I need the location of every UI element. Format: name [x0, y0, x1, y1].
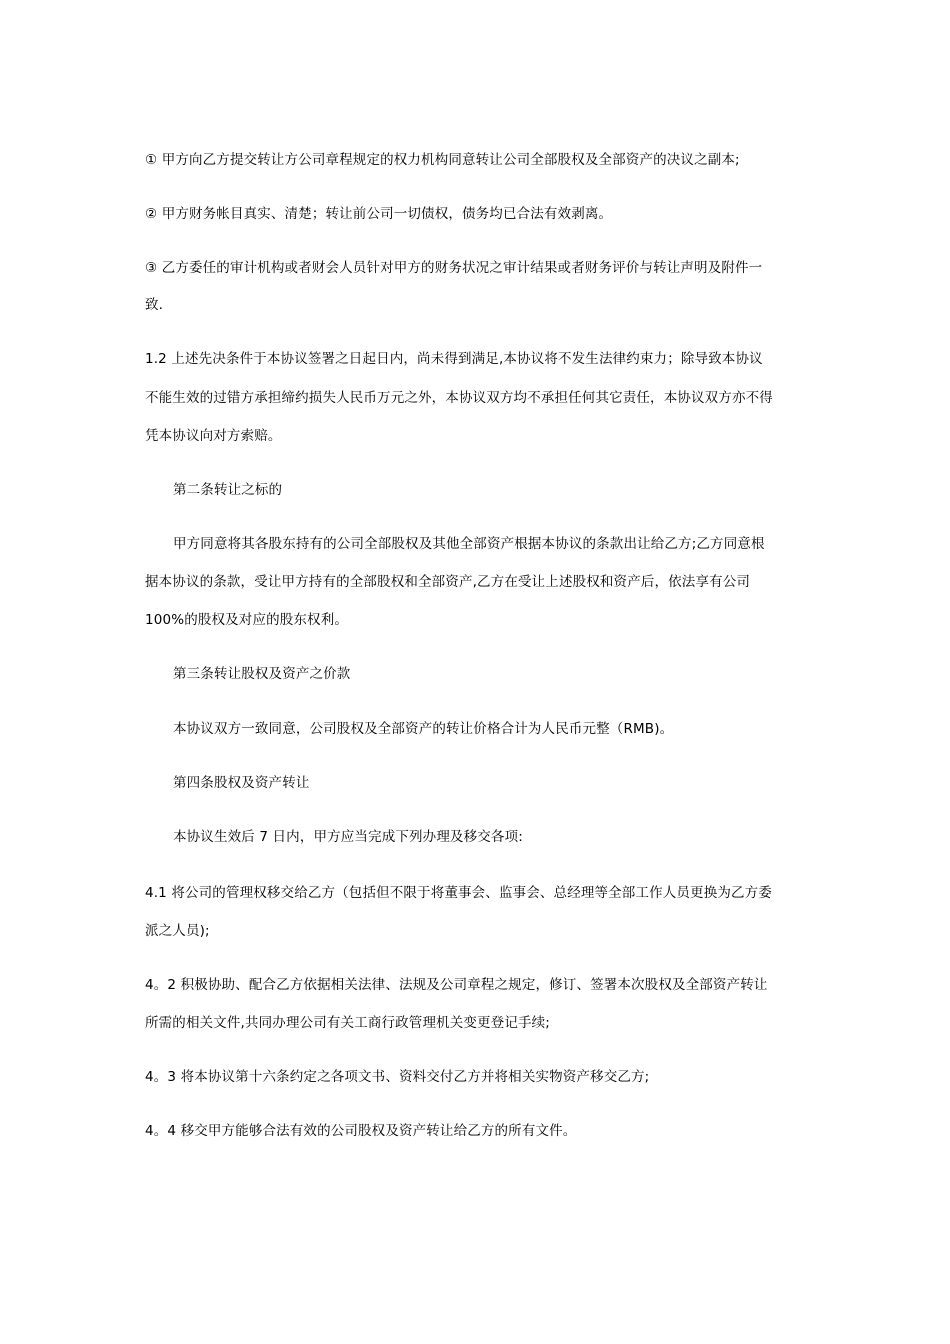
- clause-condition-3: ③ 乙方委任的审计机构或者财会人员针对甲方的财务状况之审计结果或者财务评价与转让声明及附件一: [145, 260, 763, 276]
- clause-condition-2: ② 甲方财务帐目真实、清楚；转让前公司一切债权，债务均已合法有效剥离。: [145, 206, 613, 222]
- article-2-heading: 第二条转让之标的: [173, 482, 283, 498]
- clause-4-4: 4。4 移交甲方能够合法有效的公司股权及资产转让给乙方的所有文件。: [145, 1123, 577, 1139]
- clause-4-2-cont: 所需的相关文件,共同办理公司有关工商行政管理机关变更登记手续;: [145, 1015, 550, 1031]
- clause-4-3: 4。3 将本协议第十六条约定之各项文书、资料交付乙方并将相关实物资产移交乙方;: [145, 1069, 650, 1085]
- clause-4-2: 4。2 积极协助、配合乙方依据相关法律、法规及公司章程之规定，修订、签署本次股权及全部资产转让: [145, 977, 768, 993]
- clause-condition-3-cont: 致.: [145, 297, 164, 313]
- article-2-body-cont-1: 据本协议的条款，受让甲方持有的全部股权和全部资产,乙方在受让上述股权和资产后，依法享有公司: [145, 574, 751, 590]
- clause-1-2: 1.2 上述先决条件于本协议签署之日起日内，尚未得到满足,本协议将不发生法律约束力；除导致本协议: [145, 351, 763, 367]
- document-page: [145, 0, 810, 1344]
- clause-1-2-cont-1: 不能生效的过错方承担缔约损失人民币万元之外，本协议双方均不承担任何其它责任，本协议双方亦不得: [145, 390, 773, 406]
- clause-4-1-cont: 派之人员);: [145, 923, 210, 939]
- article-4-intro: 本协议生效后 7 日内，甲方应当完成下列办理及移交各项:: [173, 829, 523, 845]
- article-3-body: 本协议双方一致同意，公司股权及全部资产的转让价格合计为人民币元整（RMB)。: [173, 721, 674, 737]
- clause-1-2-cont-2: 凭本协议向对方索赔。: [145, 428, 282, 444]
- clause-condition-1: ① 甲方向乙方提交转让方公司章程规定的权力机构同意转让公司全部股权及全部资产的决议之副本;: [145, 152, 740, 168]
- article-2-body-cont-2: 100%的股权及对应的股东权利。: [145, 612, 348, 628]
- article-2-body: 甲方同意将其各股东持有的公司全部股权及其他全部资产根据本协议的条款出让给乙方;乙方同意根: [173, 536, 765, 552]
- clause-4-1: 4.1 将公司的管理权移交给乙方（包括但不限于将董事会、监事会、总经理等全部工作人员更换为乙方委: [145, 885, 772, 901]
- article-3-heading: 第三条转让股权及资产之价款: [173, 666, 351, 682]
- article-4-heading: 第四条股权及资产转让: [173, 775, 310, 791]
